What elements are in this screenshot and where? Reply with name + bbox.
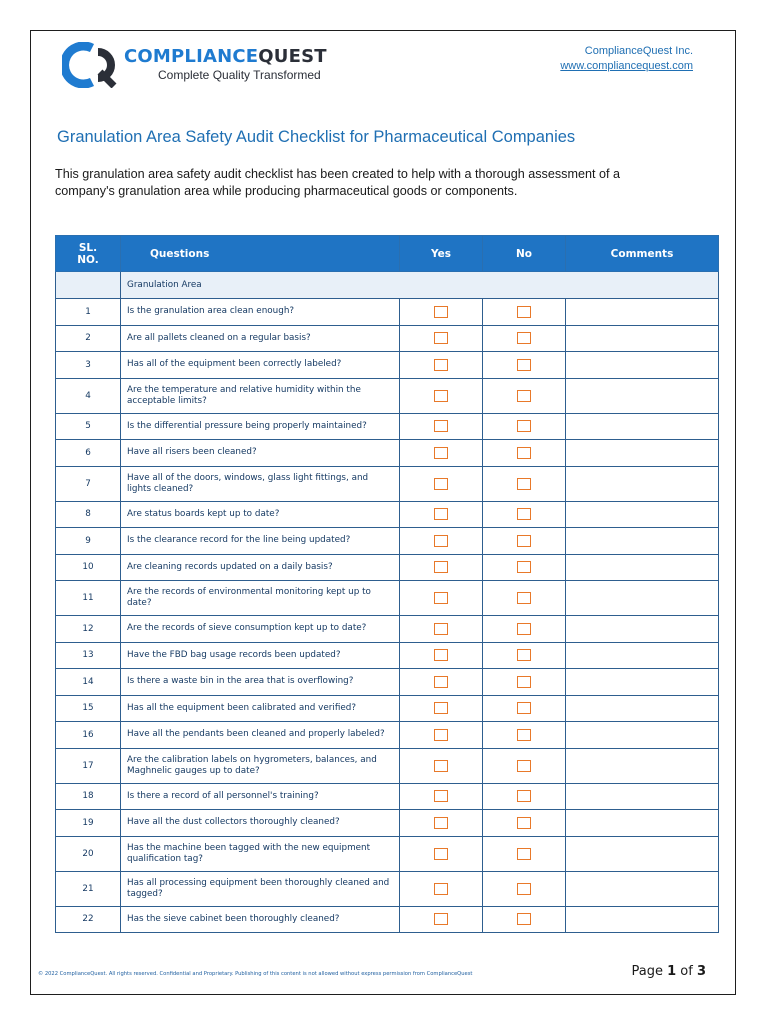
brand-name-part1: COMPLIANCE [124,46,259,67]
no-checkbox[interactable] [517,913,531,925]
row-number: 7 [56,466,121,501]
yes-cell [400,413,483,440]
comments-cell[interactable] [566,440,719,467]
yes-cell [400,722,483,749]
yes-checkbox[interactable] [434,306,448,318]
no-checkbox[interactable] [517,760,531,772]
yes-checkbox[interactable] [434,535,448,547]
table-row [56,810,719,837]
no-checkbox[interactable] [517,592,531,604]
no-cell [483,378,566,413]
header-questions: Questions [121,236,400,272]
row-number: 19 [56,810,121,837]
page-of: of [680,964,693,979]
table-row [56,352,719,379]
row-question: Has all of the equipment been correctly labeled? [121,352,400,379]
table-row [56,836,719,871]
table-row [56,299,719,326]
row-question: Have all the pendants been cleaned and properly labeled? [121,722,400,749]
no-checkbox[interactable] [517,790,531,802]
comments-cell[interactable] [566,810,719,837]
no-cell [483,722,566,749]
yes-checkbox[interactable] [434,561,448,573]
row-number: 3 [56,352,121,379]
footer-copyright: © 2022 ComplianceQuest. All rights reserved. Confidential and Proprietary. Publishing of this content is not allowed without express permission from ComplianceQuest [38,971,473,977]
row-number: 2 [56,325,121,352]
comments-cell[interactable] [566,616,719,643]
comments-cell[interactable] [566,413,719,440]
row-number: 1 [56,299,121,326]
table-row [56,581,719,616]
yes-checkbox[interactable] [434,702,448,714]
page-current: 1 [667,964,677,979]
page-label: Page [631,964,663,979]
yes-cell [400,810,483,837]
no-cell [483,616,566,643]
row-number: 12 [56,616,121,643]
row-number: 4 [56,378,121,413]
comments-cell[interactable] [566,642,719,669]
yes-cell [400,836,483,871]
comments-cell[interactable] [566,466,719,501]
yes-checkbox[interactable] [434,390,448,402]
table-row [56,554,719,581]
row-question: Have all the dust collectors thoroughly cleaned? [121,810,400,837]
no-checkbox[interactable] [517,561,531,573]
yes-cell [400,669,483,696]
no-checkbox[interactable] [517,447,531,459]
comments-cell[interactable] [566,669,719,696]
no-cell [483,695,566,722]
yes-checkbox[interactable] [434,790,448,802]
table-row [56,501,719,528]
row-number: 6 [56,440,121,467]
yes-checkbox[interactable] [434,478,448,490]
no-checkbox[interactable] [517,332,531,344]
row-question: Has the sieve cabinet been thoroughly cleaned? [121,906,400,933]
yes-cell [400,616,483,643]
row-question: Are the temperature and relative humidity within the acceptable limits? [121,378,400,413]
yes-cell [400,440,483,467]
row-number: 16 [56,722,121,749]
header-no: No [483,236,566,272]
no-checkbox[interactable] [517,649,531,661]
page-total: 3 [696,964,706,979]
row-question: Is there a waste bin in the area that is overflowing? [121,669,400,696]
section-num-cell [56,272,121,299]
row-number: 11 [56,581,121,616]
table-row [56,616,719,643]
row-number: 15 [56,695,121,722]
no-checkbox[interactable] [517,420,531,432]
row-number: 8 [56,501,121,528]
yes-checkbox[interactable] [434,420,448,432]
row-question: Are cleaning records updated on a daily basis? [121,554,400,581]
row-number: 9 [56,528,121,555]
yes-cell [400,528,483,555]
no-cell [483,440,566,467]
row-question: Is the clearance record for the line being updated? [121,528,400,555]
header-sl-no [56,236,121,272]
table-row [56,413,719,440]
no-cell [483,748,566,783]
yes-cell [400,581,483,616]
yes-cell [400,466,483,501]
row-question: Have all risers been cleaned? [121,440,400,467]
yes-checkbox[interactable] [434,729,448,741]
yes-checkbox[interactable] [434,913,448,925]
document-title: Granulation Area Safety Audit Checklist for Pharmaceutical Companies [57,128,576,146]
yes-checkbox[interactable] [434,817,448,829]
comments-cell[interactable] [566,783,719,810]
no-cell [483,466,566,501]
no-checkbox[interactable] [517,359,531,371]
row-number: 10 [56,554,121,581]
checklist-table [55,235,719,933]
row-question: Has the machine been tagged with the new equipment qualification tag? [121,836,400,871]
row-question: Is there a record of all personnel's training? [121,783,400,810]
row-question: Have all of the doors, windows, glass light fittings, and lights cleaned? [121,466,400,501]
row-number: 18 [56,783,121,810]
table-row [56,871,719,906]
yes-cell [400,501,483,528]
yes-cell [400,378,483,413]
comments-cell[interactable] [566,299,719,326]
yes-checkbox[interactable] [434,359,448,371]
comments-cell[interactable] [566,528,719,555]
table-header-row [56,236,719,272]
yes-cell [400,325,483,352]
row-question: Is the differential pressure being properly maintained? [121,413,400,440]
table-row [56,528,719,555]
table-row [56,325,719,352]
no-checkbox[interactable] [517,508,531,520]
comments-cell[interactable] [566,836,719,871]
comments-cell[interactable] [566,871,719,906]
no-cell [483,783,566,810]
row-question: Are the records of sieve consumption kept up to date? [121,616,400,643]
row-number: 14 [56,669,121,696]
no-cell [483,871,566,906]
no-cell [483,669,566,696]
no-cell [483,299,566,326]
brand-tagline: Complete Quality Transformed [158,68,321,82]
row-question: Are status boards kept up to date? [121,501,400,528]
row-number: 13 [56,642,121,669]
table-row [56,466,719,501]
row-number: 22 [56,906,121,933]
page-number [631,964,706,979]
yes-cell [400,554,483,581]
table-row [56,906,719,933]
no-checkbox[interactable] [517,478,531,490]
row-question: Is the granulation area clean enough? [121,299,400,326]
company-info [560,44,693,74]
row-question: Have the FBD bag usage records been updated? [121,642,400,669]
table-row [56,722,719,749]
company-url-link[interactable]: www.compliancequest.com [560,60,693,72]
row-question: Are the records of environmental monitoring kept up to date? [121,581,400,616]
no-checkbox[interactable] [517,306,531,318]
yes-checkbox[interactable] [434,623,448,635]
brand-name-part2: QUEST [258,46,327,67]
document-intro: This granulation area safety audit checklist has been created to help with a thorough assessment of a company's granulation area while producing pharmaceutical goods or components. [55,167,620,198]
table-row [56,440,719,467]
company-logo [62,42,362,92]
row-question: Has all processing equipment been thoroughly cleaned and tagged? [121,871,400,906]
no-checkbox[interactable] [517,535,531,547]
no-checkbox[interactable] [517,848,531,860]
yes-cell [400,642,483,669]
yes-checkbox[interactable] [434,332,448,344]
section-title: Granulation Area [121,272,719,299]
table-row [56,642,719,669]
no-cell [483,325,566,352]
no-cell [483,836,566,871]
row-question: Has all the equipment been calibrated and verified? [121,695,400,722]
row-question: Are the calibration labels on hygrometers, balances, and Maghnelic gauges up to date? [121,748,400,783]
yes-checkbox[interactable] [434,676,448,688]
company-name: ComplianceQuest Inc. [584,45,693,57]
comments-cell[interactable] [566,906,719,933]
no-checkbox[interactable] [517,623,531,635]
table-row [56,378,719,413]
yes-checkbox[interactable] [434,848,448,860]
no-checkbox[interactable] [517,729,531,741]
header-comments: Comments [566,236,719,272]
yes-cell [400,299,483,326]
yes-checkbox[interactable] [434,883,448,895]
brand-name [124,46,327,67]
no-cell [483,528,566,555]
comments-cell[interactable] [566,581,719,616]
comments-cell[interactable] [566,748,719,783]
comments-cell[interactable] [566,501,719,528]
table-row [56,669,719,696]
table-row [56,695,719,722]
no-checkbox[interactable] [517,676,531,688]
no-cell [483,906,566,933]
row-number: 21 [56,871,121,906]
comments-cell[interactable] [566,352,719,379]
comments-cell[interactable] [566,325,719,352]
yes-cell [400,783,483,810]
row-question: Are all pallets cleaned on a regular basis? [121,325,400,352]
no-checkbox[interactable] [517,817,531,829]
no-cell [483,352,566,379]
row-number: 17 [56,748,121,783]
no-checkbox[interactable] [517,390,531,402]
no-cell [483,581,566,616]
table-row [56,783,719,810]
table-row [56,748,719,783]
yes-cell [400,748,483,783]
header-yes: Yes [400,236,483,272]
header-sl-line1: SL. [78,241,98,254]
no-cell [483,413,566,440]
logo-mark-icon [62,42,122,88]
yes-cell [400,352,483,379]
comments-cell[interactable] [566,378,719,413]
comments-cell[interactable] [566,554,719,581]
no-cell [483,642,566,669]
yes-checkbox[interactable] [434,649,448,661]
no-checkbox[interactable] [517,702,531,714]
header-sl-line2: NO. [77,253,99,266]
comments-cell[interactable] [566,695,719,722]
no-cell [483,810,566,837]
section-row [56,272,719,299]
row-number: 20 [56,836,121,871]
comments-cell[interactable] [566,722,719,749]
row-number: 5 [56,413,121,440]
yes-checkbox[interactable] [434,508,448,520]
yes-checkbox[interactable] [434,760,448,772]
yes-cell [400,906,483,933]
yes-cell [400,695,483,722]
yes-checkbox[interactable] [434,447,448,459]
no-cell [483,554,566,581]
yes-checkbox[interactable] [434,592,448,604]
no-cell [483,501,566,528]
yes-cell [400,871,483,906]
no-checkbox[interactable] [517,883,531,895]
